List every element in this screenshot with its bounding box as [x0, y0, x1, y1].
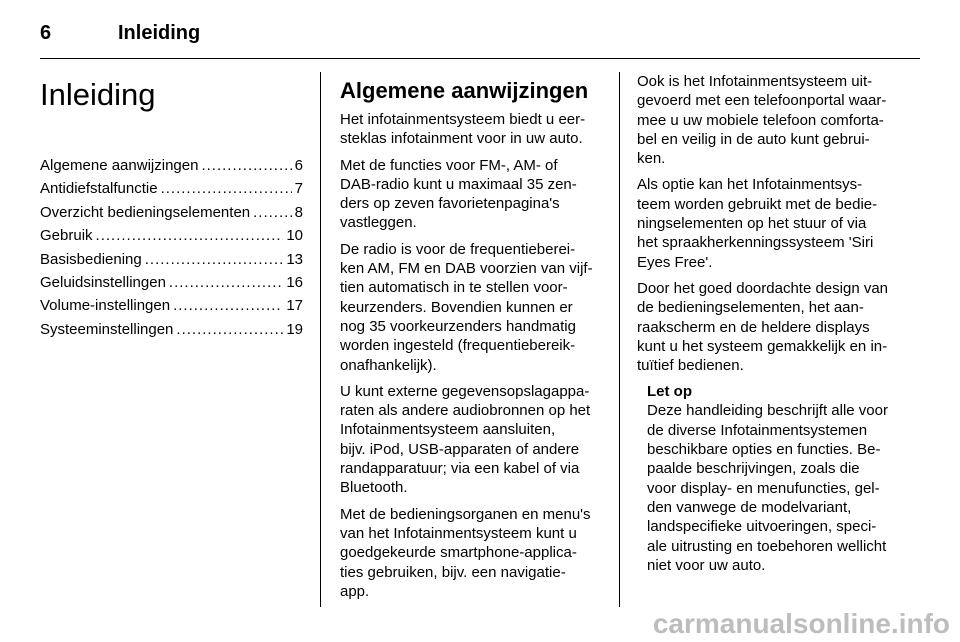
paragraph: Het infotainmentsysteem biedt u eer- steklas infotainment voor in uw auto. — [340, 111, 586, 148]
toc-leader — [169, 271, 283, 294]
body-column-2 — [340, 72, 602, 608]
toc-leader — [253, 201, 292, 224]
toc-entry-label: Antidiefstalfunctie — [40, 180, 158, 198]
page-number: 6 — [40, 22, 52, 44]
toc-entry-page: 17 — [286, 297, 303, 315]
toc-entry-page: 7 — [294, 180, 303, 198]
paragraph: Met de bedieningsorganen en menu's van het Infotainmentsysteem kunt u goedgekeurde smartphone-applica- ties gebruiken, bijv. een navigatie- app. — [340, 505, 591, 600]
toc-entry[interactable] — [40, 271, 303, 294]
toc-entry[interactable] — [40, 224, 303, 247]
toc-entry-page: 19 — [286, 320, 303, 338]
note-title: Let op — [647, 383, 692, 401]
toc-entry-label: Algemene aanwijzingen — [40, 157, 199, 174]
paragraph: U kunt externe gegevensopslagappa- raten als andere audiobronnen op het Infotainmentsysteem aansluiten, bijv. iPod, USB-apparaten of andere randapparatuur; via een kabel of via Bluetooth. — [340, 382, 591, 497]
toc-entry-page: 10 — [286, 227, 303, 245]
toc-entry[interactable] — [40, 318, 303, 341]
section-title: Algemene aanwijzingen — [340, 78, 589, 103]
toc-entry-label: Overzicht bedieningselementen — [40, 203, 251, 221]
note-box — [637, 382, 903, 575]
page-header — [40, 14, 920, 54]
table-of-contents — [40, 154, 303, 341]
note-text: Deze handleiding beschrijft alle voor de diverse Infotainmentsystemen beschikbare opties en functies. Be- paalde beschrijvingen, zoals die voor display- en menufuncties, gel- den vanwege de modelvariant, landspecifieke uitvoeringen, speci- ale uitrusting en toebehoren wellicht niet voor uw auto. — [647, 402, 888, 574]
toc-entry-label: Gebruik — [40, 227, 93, 245]
paragraph: De radio is voor de frequentieberei- ken AM, FM en DAB voorzien van vijf- tien automatisch in te stellen voor- keurzenders. Bovendien kunnen er nog 35 voorkeurzenders handmatig worden ingesteld (frequentiebereik- onafhankelijk). — [340, 240, 593, 374]
toc-column — [40, 72, 303, 341]
toc-leader — [145, 248, 284, 271]
paragraph: Met de functies voor FM-, AM- of DAB-radio kunt u maximaal 35 zen- ders op zeven favorietenpagina's vastleggen. — [340, 156, 577, 232]
paragraph: Door het goed doordachte design van de bedieningselementen, het aan- raakscherm en de heldere displays kunt u het systeem gemakkelijk en in- tuïtief bedienen. — [637, 279, 889, 375]
paragraph: Als optie kan het Infotainmentsys- teem worden gebruikt met de bedie- ningselementen op het stuur of via het spraakherkenningssysteem 'Siri Eyes Free'. — [637, 176, 878, 271]
toc-entry-page: 8 — [294, 203, 303, 221]
toc-leader — [161, 177, 292, 200]
toc-leader — [201, 154, 291, 177]
paragraph: Ook is het Infotainmentsysteem uit- gevoerd met een telefoonportal waar- mee u uw mobiele telefoon comforta- bel en veilig in de auto kunt gebrui- ken. — [637, 73, 887, 168]
toc-entry[interactable] — [40, 201, 303, 224]
toc-leader — [176, 318, 283, 341]
chapter-title: Inleiding — [40, 77, 156, 112]
body-column-3 — [637, 72, 903, 575]
toc-leader — [96, 224, 284, 247]
toc-entry[interactable] — [40, 248, 303, 271]
column-divider-1 — [320, 72, 321, 607]
header-title: Inleiding — [118, 22, 201, 44]
toc-entry-label: Systeeminstellingen — [40, 320, 174, 338]
toc-entry-page: 16 — [286, 274, 303, 292]
toc-entry-page: 13 — [286, 250, 303, 268]
toc-entry[interactable] — [40, 177, 303, 200]
toc-entry-label: Volume-instellingen — [40, 297, 171, 315]
toc-leader — [173, 294, 283, 317]
toc-entry[interactable] — [40, 294, 303, 317]
toc-entry-label: Geluidsinstellingen — [40, 274, 166, 292]
column-divider-2 — [619, 72, 620, 607]
toc-entry-page: 6 — [294, 157, 303, 174]
toc-entry-label: Basisbediening — [40, 250, 142, 268]
header-rule — [40, 58, 920, 59]
toc-entry[interactable] — [40, 154, 303, 177]
watermark: carmanualsonline.info — [652, 608, 950, 639]
